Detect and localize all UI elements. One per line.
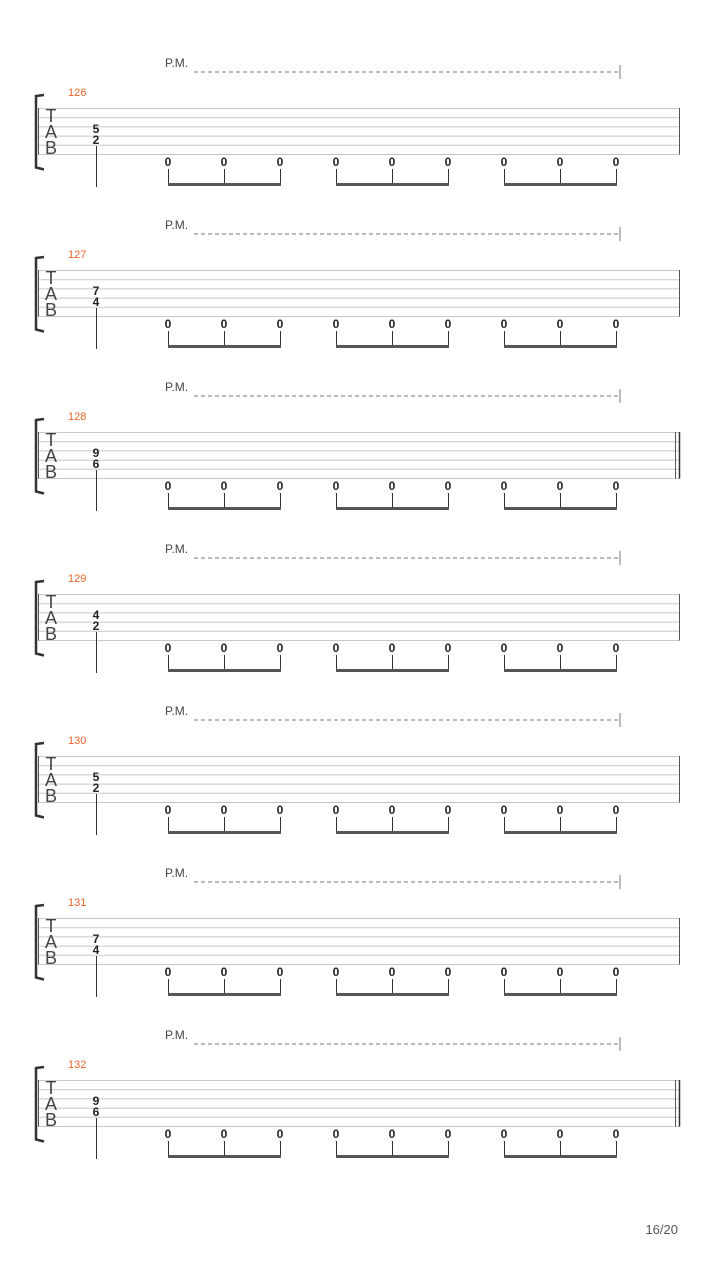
note-beam: [168, 183, 281, 186]
note-fret: 0: [612, 641, 620, 655]
tab-clef-letter: T: [45, 268, 57, 288]
note-fret: 0: [556, 155, 564, 169]
note-beam: [504, 669, 617, 672]
note-fret: 0: [444, 317, 452, 331]
note-fret: 0: [332, 479, 340, 493]
note-fret: 0: [164, 155, 172, 169]
tab-system: [36, 380, 680, 511]
tab-clef-letter: A: [44, 770, 58, 790]
bar-number: 128: [68, 411, 87, 423]
tab-system: [36, 542, 680, 673]
tab-clef-letter: A: [44, 1094, 58, 1114]
palm-mute-label: P.M.: [165, 704, 189, 718]
note-beam: [336, 1155, 449, 1158]
note-fret: 0: [332, 317, 340, 331]
bar-number: 132: [68, 1059, 87, 1071]
note-fret: 0: [220, 1127, 228, 1141]
tab-system: [36, 218, 680, 349]
note-fret: 0: [220, 479, 228, 493]
chord-fret: 2: [92, 133, 100, 147]
palm-mute-label: P.M.: [165, 866, 189, 880]
chord-fret: 5: [92, 770, 100, 784]
note-beam: [336, 345, 449, 348]
bar-number: 130: [68, 735, 87, 747]
note-fret: 0: [388, 479, 396, 493]
note-fret: 0: [332, 965, 340, 979]
note-fret: 0: [220, 155, 228, 169]
bar-number: 126: [68, 87, 87, 99]
note-fret: 0: [556, 1127, 564, 1141]
note-fret: 0: [276, 479, 284, 493]
note-fret: 0: [500, 803, 508, 817]
tab-clef-letter: T: [45, 1078, 57, 1098]
system-bracket: [36, 743, 44, 818]
note-fret: 0: [276, 317, 284, 331]
note-fret: 0: [444, 155, 452, 169]
note-fret: 0: [332, 641, 340, 655]
note-fret: 0: [444, 1127, 452, 1141]
note-beam: [504, 183, 617, 186]
note-beam: [168, 507, 281, 510]
tab-clef-letter: T: [45, 592, 57, 612]
note-fret: 0: [612, 803, 620, 817]
note-beam: [336, 831, 449, 834]
note-fret: 0: [220, 317, 228, 331]
note-beam: [336, 183, 449, 186]
note-fret: 0: [388, 155, 396, 169]
note-beam: [336, 669, 449, 672]
note-fret: 0: [276, 641, 284, 655]
tab-system: [36, 56, 680, 187]
note-fret: 0: [220, 803, 228, 817]
note-fret: 0: [612, 1127, 620, 1141]
note-fret: 0: [500, 479, 508, 493]
tab-system: [36, 704, 680, 835]
note-fret: 0: [276, 155, 284, 169]
tab-clef-letter: A: [44, 284, 58, 304]
note-fret: 0: [388, 965, 396, 979]
note-fret: 0: [556, 317, 564, 331]
system-bracket: [36, 905, 44, 980]
tab-clef-letter: A: [44, 608, 58, 628]
note-fret: 0: [556, 641, 564, 655]
note-fret: 0: [612, 155, 620, 169]
note-beam: [336, 507, 449, 510]
note-beam: [504, 831, 617, 834]
tab-clef-letter: B: [44, 1110, 58, 1130]
note-fret: 0: [164, 317, 172, 331]
chord-fret: 2: [92, 619, 100, 633]
tab-clef-letter: T: [45, 430, 57, 450]
note-beam: [168, 669, 281, 672]
tab-clef-letter: A: [44, 122, 58, 142]
note-fret: 0: [444, 641, 452, 655]
chord-fret: 7: [92, 932, 100, 946]
note-fret: 0: [556, 479, 564, 493]
note-fret: 0: [444, 965, 452, 979]
note-fret: 0: [612, 317, 620, 331]
palm-mute-label: P.M.: [165, 1028, 189, 1042]
chord-fret: 4: [92, 608, 100, 622]
tab-clef-letter: T: [45, 754, 57, 774]
system-bracket: [36, 581, 44, 656]
tab-clef-letter: B: [44, 300, 58, 320]
note-fret: 0: [444, 803, 452, 817]
chord-fret: 6: [92, 1105, 100, 1119]
bar-number: 127: [68, 249, 87, 261]
chord-fret: 5: [92, 122, 100, 136]
note-fret: 0: [556, 965, 564, 979]
palm-mute-label: P.M.: [165, 380, 189, 394]
note-beam: [168, 993, 281, 996]
palm-mute-label: P.M.: [165, 56, 189, 70]
system-bracket: [36, 257, 44, 332]
chord-fret: 2: [92, 781, 100, 795]
system-bracket: [36, 1067, 44, 1142]
note-fret: 0: [332, 155, 340, 169]
note-beam: [504, 993, 617, 996]
note-beam: [168, 345, 281, 348]
palm-mute-label: P.M.: [165, 542, 189, 556]
note-fret: 0: [276, 1127, 284, 1141]
note-beam: [504, 345, 617, 348]
note-fret: 0: [500, 641, 508, 655]
note-fret: 0: [500, 965, 508, 979]
note-beam: [504, 507, 617, 510]
chord-fret: 9: [92, 446, 100, 460]
note-beam: [168, 1155, 281, 1158]
chord-fret: 6: [92, 457, 100, 471]
note-fret: 0: [388, 803, 396, 817]
note-fret: 0: [276, 965, 284, 979]
chord-fret: 4: [92, 295, 100, 309]
page-number: 16/20: [645, 1222, 678, 1237]
tab-system: [36, 866, 680, 997]
tab-clef-letter: B: [44, 624, 58, 644]
tab-clef-letter: T: [45, 106, 57, 126]
chord-fret: 7: [92, 284, 100, 298]
note-fret: 0: [500, 155, 508, 169]
note-fret: 0: [164, 479, 172, 493]
tab-clef-letter: T: [45, 916, 57, 936]
note-fret: 0: [500, 1127, 508, 1141]
tab-clef-letter: B: [44, 462, 58, 482]
note-fret: 0: [164, 1127, 172, 1141]
note-fret: 0: [612, 965, 620, 979]
note-fret: 0: [332, 1127, 340, 1141]
note-fret: 0: [556, 803, 564, 817]
note-fret: 0: [388, 317, 396, 331]
system-bracket: [36, 95, 44, 170]
note-fret: 0: [500, 317, 508, 331]
tab-clef-letter: A: [44, 932, 58, 952]
tab-clef-letter: B: [44, 786, 58, 806]
note-beam: [168, 831, 281, 834]
note-fret: 0: [276, 803, 284, 817]
note-fret: 0: [220, 965, 228, 979]
note-fret: 0: [164, 803, 172, 817]
palm-mute-label: P.M.: [165, 218, 189, 232]
note-fret: 0: [164, 641, 172, 655]
note-fret: 0: [388, 1127, 396, 1141]
note-beam: [336, 993, 449, 996]
note-fret: 0: [612, 479, 620, 493]
system-bracket: [36, 419, 44, 494]
note-fret: 0: [332, 803, 340, 817]
tab-clef-letter: B: [44, 948, 58, 968]
bar-number: 129: [68, 573, 87, 585]
chord-fret: 9: [92, 1094, 100, 1108]
tab-system: [36, 1028, 680, 1159]
note-beam: [504, 1155, 617, 1158]
chord-fret: 4: [92, 943, 100, 957]
tab-clef-letter: B: [44, 138, 58, 158]
bar-number: 131: [68, 897, 87, 909]
note-fret: 0: [388, 641, 396, 655]
note-fret: 0: [444, 479, 452, 493]
note-fret: 0: [220, 641, 228, 655]
note-fret: 0: [164, 965, 172, 979]
tab-clef-letter: A: [44, 446, 58, 466]
